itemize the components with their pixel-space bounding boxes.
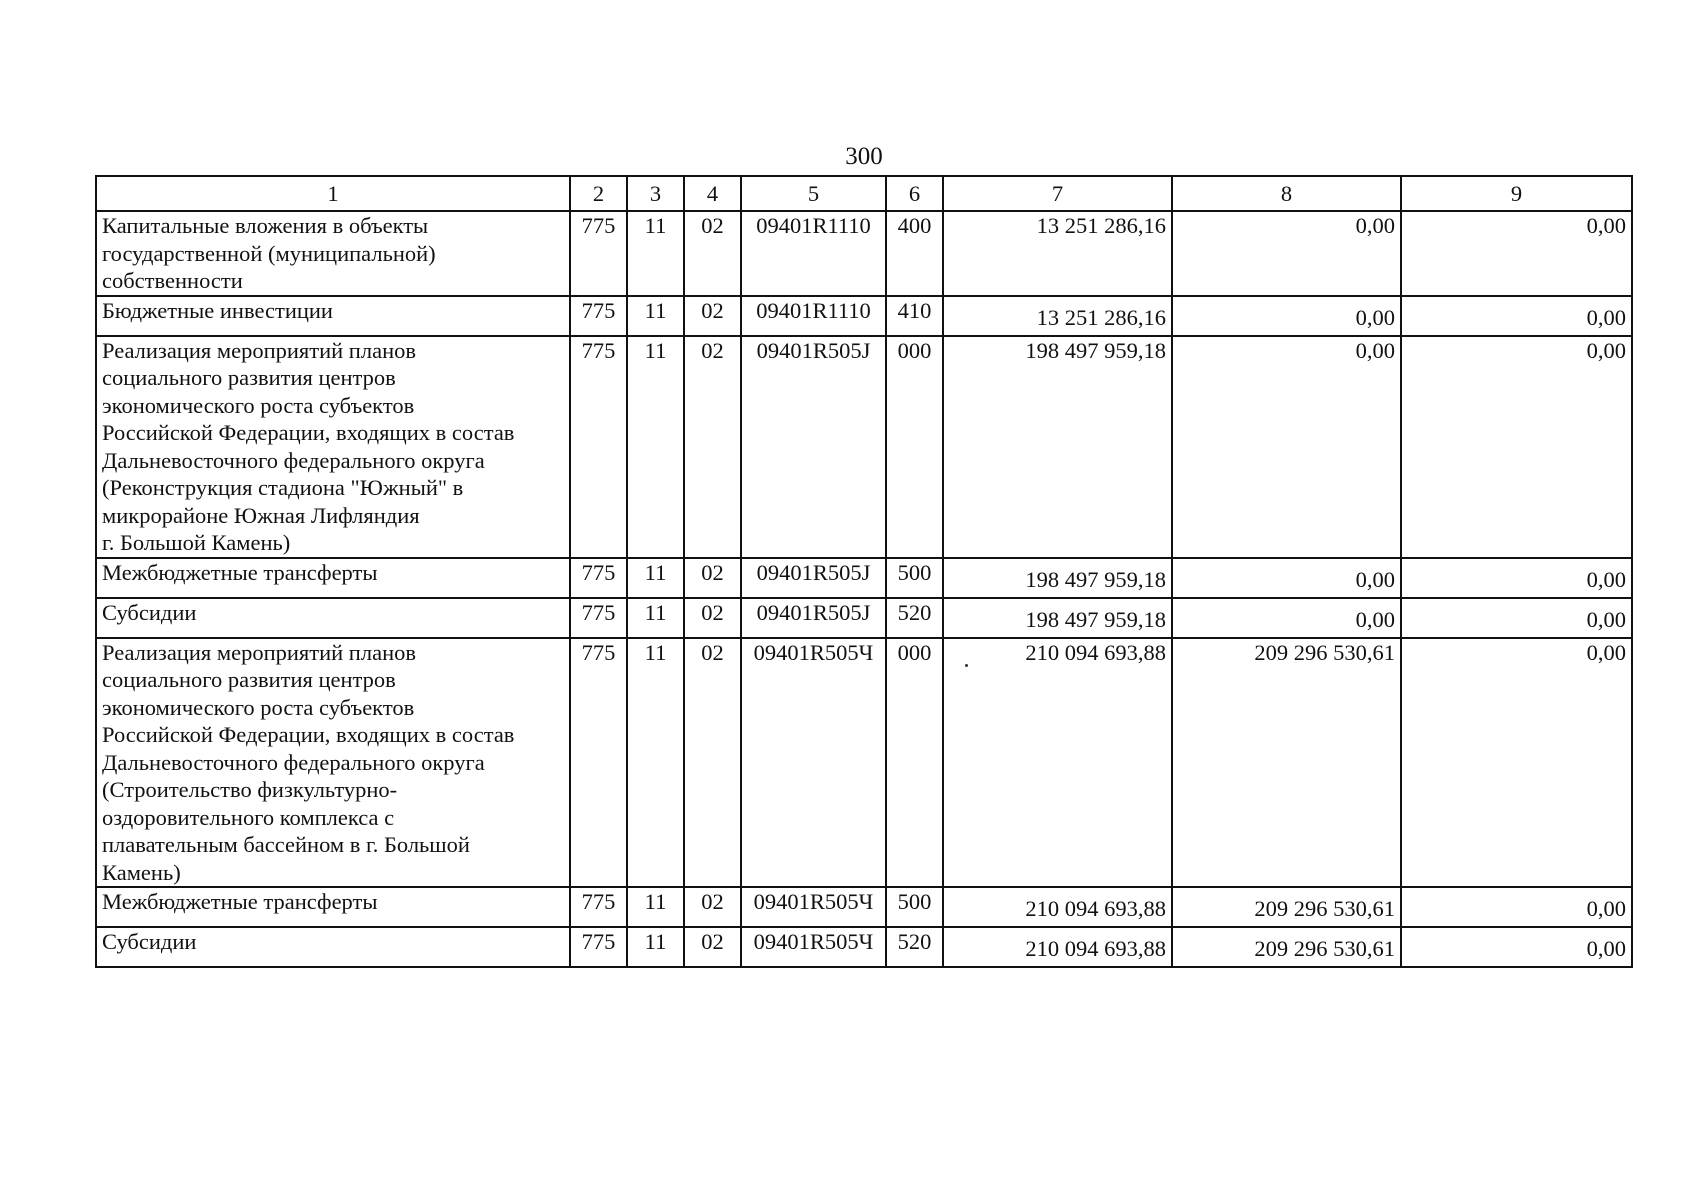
subsection-code-cell: 02	[684, 296, 741, 336]
row-name-cell	[96, 296, 570, 336]
table-row	[96, 211, 1632, 296]
subsection-code-cell: 02	[684, 887, 741, 927]
table-row	[96, 887, 1632, 927]
amount-col9-cell: 0,00	[1401, 336, 1632, 558]
amount-col8-cell: 0,00	[1172, 296, 1401, 336]
amount-col8-cell: 209 296 530,61	[1172, 927, 1401, 967]
target-article-cell: 09401R505J	[741, 558, 886, 598]
name-line: социального развития центров	[102, 667, 396, 692]
subsection-code-cell: 02	[684, 638, 741, 888]
name-line: г. Большой Камень)	[102, 530, 291, 555]
name-line: Субсидии	[102, 929, 197, 954]
target-article-cell: 09401R505J	[741, 598, 886, 638]
amount-col7-cell: 13 251 286,16	[943, 211, 1172, 296]
amount-col9-cell: 0,00	[1401, 296, 1632, 336]
page-number: 300	[845, 143, 883, 170]
target-article-cell: 09401R505Ч	[741, 887, 886, 927]
name-line: Бюджетные инвестиции	[102, 297, 333, 323]
name-line: (Реконструкция стадиона "Южный" в	[102, 475, 464, 500]
subsection-code-cell: 02	[684, 927, 741, 967]
amount-col8-cell: 0,00	[1172, 558, 1401, 598]
expense-type-cell: 400	[886, 211, 943, 296]
amount-col7-cell: 198 497 959,18	[943, 598, 1172, 638]
table-row	[96, 296, 1632, 336]
amount-col9-cell: 0,00	[1401, 638, 1632, 888]
amount-col7-cell: 198 497 959,18	[943, 558, 1172, 598]
amount-col9-cell: 0,00	[1401, 927, 1632, 967]
expense-type-cell: 410	[886, 296, 943, 336]
expense-type-cell: 500	[886, 558, 943, 598]
ministry-code-cell: 775	[570, 336, 627, 558]
header-cell: 3	[627, 176, 684, 211]
amount-col7-cell: 210 094 693,88	[943, 638, 1172, 888]
table-row	[96, 558, 1632, 598]
row-name-cell	[96, 336, 570, 558]
name-line: (Строительство физкультурно-	[102, 777, 398, 802]
section-code-cell: 11	[627, 336, 684, 558]
table-row	[96, 638, 1632, 888]
expense-type-cell: 520	[886, 598, 943, 638]
name-line: Камень)	[102, 859, 181, 885]
section-code-cell: 11	[627, 296, 684, 336]
name-line: собственности	[102, 268, 243, 293]
name-line: Межбюджетные трансферты	[102, 559, 378, 585]
expense-type-cell: 520	[886, 927, 943, 967]
amount-col7-cell: 198 497 959,18	[943, 336, 1172, 558]
amount-col9-cell: 0,00	[1401, 211, 1632, 296]
ministry-code-cell: 775	[570, 598, 627, 638]
name-line: социального развития центров	[102, 365, 396, 390]
row-name-cell	[96, 211, 570, 296]
name-line: Субсидии	[102, 599, 197, 625]
table-row	[96, 336, 1632, 558]
amount-col8-cell: 0,00	[1172, 336, 1401, 558]
expense-type-cell: 500	[886, 887, 943, 927]
ministry-code-cell: 775	[570, 211, 627, 296]
amount-col8-cell: 209 296 530,61	[1172, 887, 1401, 927]
amount-col7-cell: 13 251 286,16	[943, 296, 1172, 336]
table-row	[96, 598, 1632, 638]
amount-col8-cell: 0,00	[1172, 598, 1401, 638]
expense-type-cell: 000	[886, 638, 943, 888]
budget-table	[95, 175, 1633, 968]
ministry-code-cell: 775	[570, 638, 627, 888]
name-line: оздоровительного комплекса с	[102, 804, 395, 830]
section-code-cell: 11	[627, 211, 684, 296]
target-article-cell: 09401R1110	[741, 296, 886, 336]
amount-col8-cell: 209 296 530,61	[1172, 638, 1401, 888]
amount-col7-cell: 210 094 693,88	[943, 887, 1172, 927]
scan-speck	[965, 664, 968, 667]
target-article-cell: 09401R505Ч	[741, 927, 886, 967]
target-article-cell: 09401R505Ч	[741, 638, 886, 888]
name-line: Реализация мероприятий планов	[102, 337, 416, 363]
header-cell: 1	[96, 176, 570, 211]
amount-col7-cell: 210 094 693,88	[943, 927, 1172, 967]
name-line: Дальневосточного федерального округа	[102, 447, 485, 473]
header-cell: 8	[1172, 176, 1401, 211]
table-row	[96, 927, 1632, 967]
name-line: Российской Федерации, входящих в состав	[102, 722, 515, 747]
name-line: Капитальные вложения в объекты	[102, 213, 429, 238]
header-row	[96, 176, 1632, 211]
amount-col9-cell: 0,00	[1401, 598, 1632, 638]
name-line: Межбюджетные трансферты	[102, 889, 378, 914]
ministry-code-cell: 775	[570, 927, 627, 967]
section-code-cell: 11	[627, 638, 684, 888]
name-line: экономического роста субъектов	[102, 694, 415, 720]
subsection-code-cell: 02	[684, 211, 741, 296]
ministry-code-cell: 775	[570, 296, 627, 336]
ministry-code-cell: 775	[570, 558, 627, 598]
subsection-code-cell: 02	[684, 336, 741, 558]
name-line: Российской Федерации, входящих в состав	[102, 420, 515, 445]
ministry-code-cell: 775	[570, 887, 627, 927]
name-line: государственной (муниципальной)	[102, 240, 436, 266]
header-cell: 9	[1401, 176, 1632, 211]
name-line: микрорайоне Южная Лифляндия	[102, 502, 420, 528]
header-cell: 6	[886, 176, 943, 211]
name-line: экономического роста субъектов	[102, 392, 415, 418]
header-cell: 4	[684, 176, 741, 211]
subsection-code-cell: 02	[684, 598, 741, 638]
name-line: Дальневосточного федерального округа	[102, 749, 485, 775]
amount-col9-cell: 0,00	[1401, 558, 1632, 598]
name-line: плавательным бассейном в г. Большой	[102, 832, 470, 857]
row-name-cell	[96, 598, 570, 638]
section-code-cell: 11	[627, 887, 684, 927]
name-line: Реализация мероприятий планов	[102, 639, 416, 665]
row-name-cell	[96, 558, 570, 598]
target-article-cell: 09401R1110	[741, 211, 886, 296]
row-name-cell	[96, 638, 570, 888]
section-code-cell: 11	[627, 927, 684, 967]
header-cell: 7	[943, 176, 1172, 211]
row-name-cell	[96, 887, 570, 927]
amount-col9-cell: 0,00	[1401, 887, 1632, 927]
expense-type-cell: 000	[886, 336, 943, 558]
section-code-cell: 11	[627, 558, 684, 598]
header-cell: 2	[570, 176, 627, 211]
header-cell: 5	[741, 176, 886, 211]
subsection-code-cell: 02	[684, 558, 741, 598]
amount-col8-cell: 0,00	[1172, 211, 1401, 296]
row-name-cell	[96, 927, 570, 967]
section-code-cell: 11	[627, 598, 684, 638]
target-article-cell: 09401R505J	[741, 336, 886, 558]
